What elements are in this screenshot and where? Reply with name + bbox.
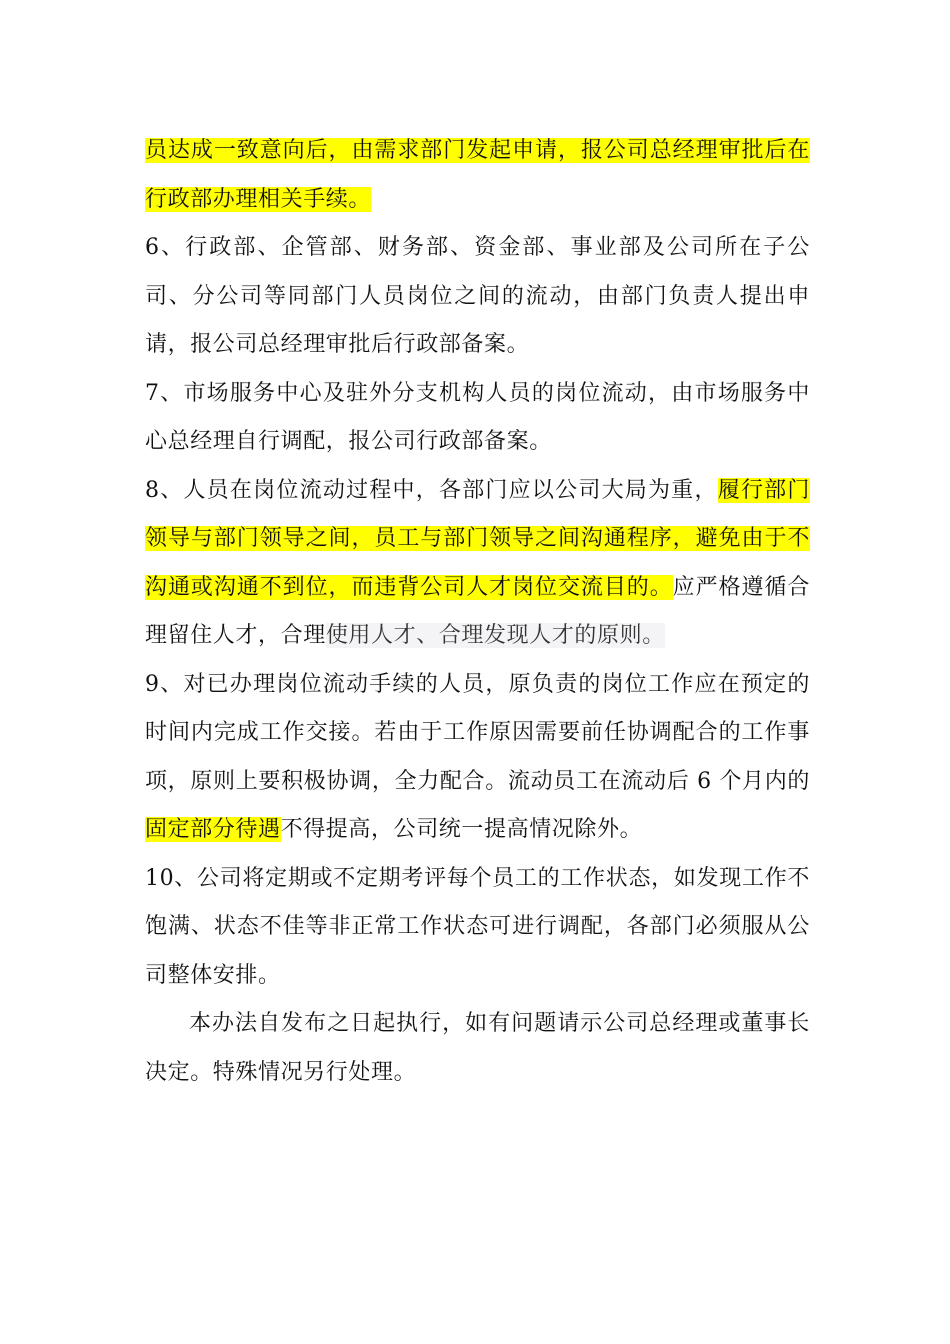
document-body xyxy=(145,127,810,1097)
paragraph-closing xyxy=(145,1000,810,1097)
paragraph-text: 10、公司将定期或不定期考评每个员工的工作状态，如发现工作不饱满、状态不佳等非正常工作状态可进行调配，各部门必须服从公司整体安排。 xyxy=(145,865,810,988)
paragraph-text: 7、市场服务中心及驻外分支机构人员的岗位流动，由市场服务中心总经理自行调配，报公司行政部备案。 xyxy=(145,380,810,454)
paragraph-item-7 xyxy=(145,370,810,467)
paragraph-item-8 xyxy=(145,467,810,661)
paragraph-item-9 xyxy=(145,661,810,855)
shaded-text: 使用人才、合理发现人才的原则。 xyxy=(325,623,665,648)
paragraph-text: 9、对已办理岗位流动手续的人员，原负责的岗位工作应在预定的时间内完成工作交接。若由于工作原因需要前任协调配合的工作事项，原则上要积极协调，全力配合。流动员工在流动后 6 个月内的 xyxy=(145,671,810,794)
paragraph-continuation xyxy=(145,127,810,224)
paragraph-item-6 xyxy=(145,224,810,370)
paragraph-text: 本办法自发布之日起执行，如有问题请示公司总经理或董事长决定。特殊情况另行处理。 xyxy=(145,1011,810,1085)
paragraph-text: 不得提高，公司统一提高情况除外。 xyxy=(280,817,643,842)
paragraph-text: 8、人员在岗位流动过程中，各部门应以公司大局为重， xyxy=(145,477,718,503)
highlighted-text: 履行部门领导与部门领导之间，员工与部门领导之间沟通程序，避免由于不沟通或沟通不到位，而违背公司人才岗位交流目的。 xyxy=(145,477,811,600)
highlighted-text: 固定部分待遇 xyxy=(145,817,281,842)
paragraph-text: 6、行政部、企管部、财务部、资金部、事业部及公司所在子公司、分公司等同部门人员岗位之间的流动，由部门负责人提出申请，报公司总经理审批后行政部备案。 xyxy=(145,235,810,357)
paragraph-text: 应严格遵循合理留住人才，合理 xyxy=(145,574,810,648)
paragraph-item-10 xyxy=(145,855,810,1001)
highlighted-text: 员达成一致意向后，由需求部门发起申请，报公司总经理审批后在行政部办理相关手续。 xyxy=(145,138,810,212)
